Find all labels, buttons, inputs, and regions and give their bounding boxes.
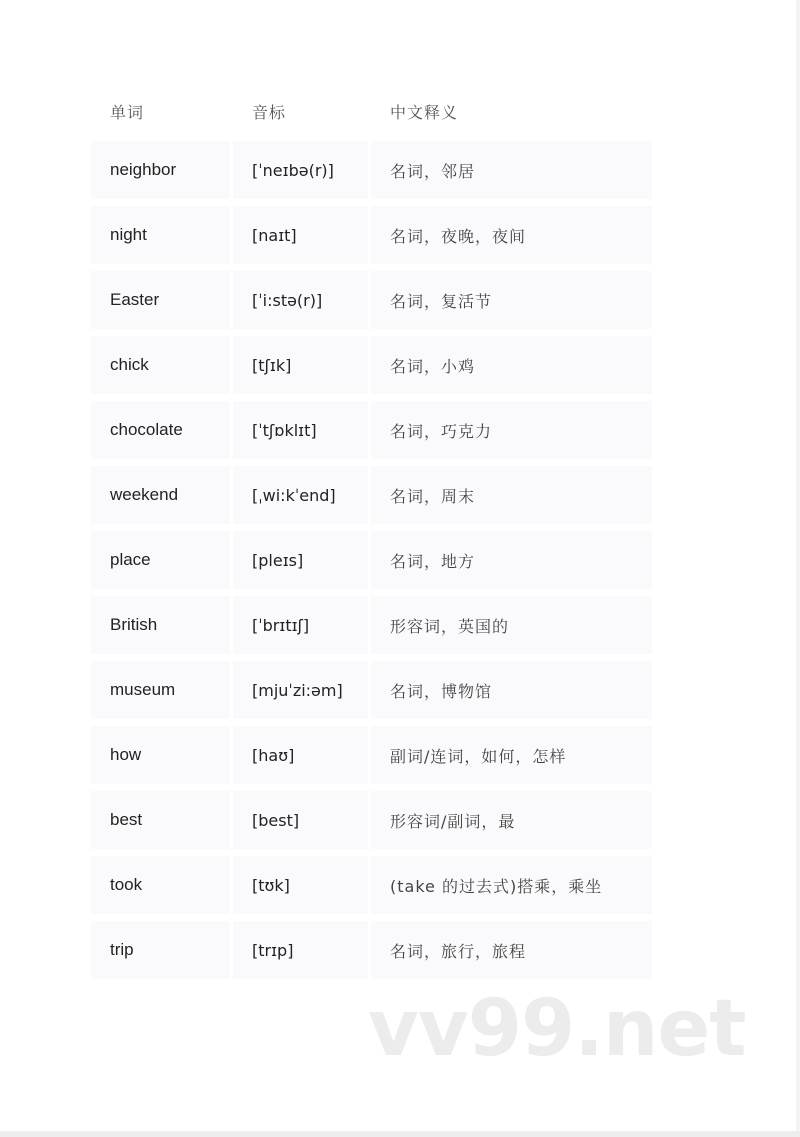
table-row: [91, 596, 652, 654]
meaning-cell: 名词，旅行，旅程: [371, 921, 652, 979]
meaning-cell: 名词，邻居: [371, 141, 652, 199]
word-cell: best: [91, 791, 233, 849]
meaning-cell: 名词，巧克力: [371, 401, 652, 459]
word-cell: chocolate: [91, 401, 233, 459]
word-cell: took: [91, 856, 233, 914]
phonetic-cell: [ˌwi:kˈend]: [233, 466, 371, 524]
phonetic-cell: [ˈneɪbə(r)]: [233, 141, 371, 199]
word-cell: chick: [91, 336, 233, 394]
meaning-cell: 形容词，英国的: [371, 596, 652, 654]
phonetic-cell: [haʊ]: [233, 726, 371, 784]
table-row: [91, 726, 652, 784]
word-cell: weekend: [91, 466, 233, 524]
meaning-cell: 名词，地方: [371, 531, 652, 589]
phonetic-cell: [pleɪs]: [233, 531, 371, 589]
meaning-cell: 名词，夜晚，夜间: [371, 206, 652, 264]
table-row: [91, 271, 652, 329]
word-cell: trip: [91, 921, 233, 979]
table-row: [91, 531, 652, 589]
header-phonetic: 音标: [252, 103, 287, 122]
phonetic-cell: [ˈbrɪtɪʃ]: [233, 596, 371, 654]
page-edge-right: [796, 0, 800, 1137]
watermark: vv99.net: [368, 984, 746, 1074]
word-cell: neighbor: [91, 141, 233, 199]
meaning-cell: 名词，周末: [371, 466, 652, 524]
word-cell: Easter: [91, 271, 233, 329]
meaning-cell: 名词，小鸡: [371, 336, 652, 394]
vocabulary-table: [91, 82, 652, 986]
table-row: [91, 921, 652, 979]
table-header-row: [91, 89, 652, 134]
table-row: [91, 661, 652, 719]
phonetic-cell: [tʊk]: [233, 856, 371, 914]
page-edge-bottom: [0, 1131, 800, 1137]
phonetic-cell: [best]: [233, 791, 371, 849]
header-meaning: 中文释义: [390, 103, 459, 122]
word-cell: place: [91, 531, 233, 589]
table-row: [91, 791, 652, 849]
table-row: [91, 141, 652, 199]
meaning-cell: (take 的过去式)搭乘，乘坐: [371, 856, 652, 914]
header-word: 单词: [110, 103, 145, 122]
table-row: [91, 336, 652, 394]
table-row: [91, 401, 652, 459]
table-row: [91, 856, 652, 914]
word-cell: how: [91, 726, 233, 784]
phonetic-cell: [mjuˈzi:əm]: [233, 661, 371, 719]
phonetic-cell: [naɪt]: [233, 206, 371, 264]
table-row: [91, 466, 652, 524]
word-cell: museum: [91, 661, 233, 719]
meaning-cell: 形容词/副词，最: [371, 791, 652, 849]
phonetic-cell: [trɪp]: [233, 921, 371, 979]
meaning-cell: 副词/连词，如何，怎样: [371, 726, 652, 784]
word-cell: night: [91, 206, 233, 264]
meaning-cell: 名词，复活节: [371, 271, 652, 329]
table-body: [91, 141, 652, 979]
phonetic-cell: [tʃɪk]: [233, 336, 371, 394]
phonetic-cell: [ˈtʃɒklɪt]: [233, 401, 371, 459]
phonetic-cell: [ˈi:stə(r)]: [233, 271, 371, 329]
table-row: [91, 206, 652, 264]
meaning-cell: 名词，博物馆: [371, 661, 652, 719]
word-cell: British: [91, 596, 233, 654]
